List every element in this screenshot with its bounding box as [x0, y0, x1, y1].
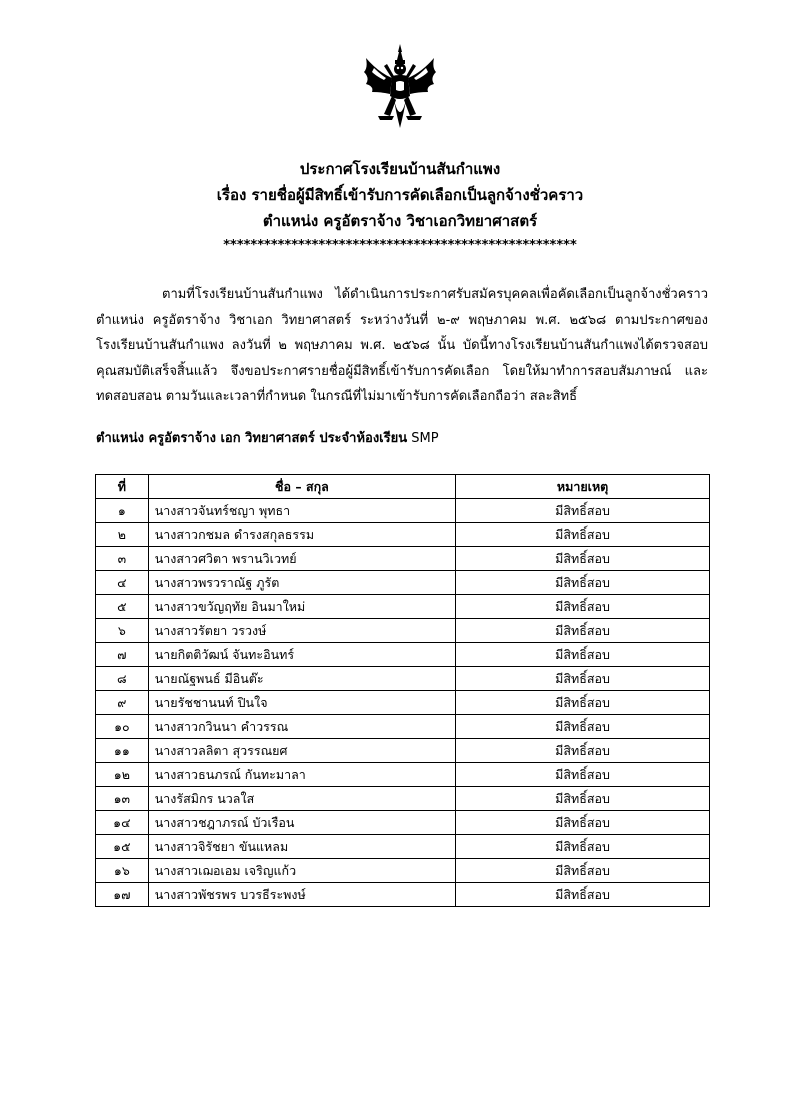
- candidate-table: [95, 474, 710, 907]
- row-note: มีสิทธิ์สอบ: [456, 787, 710, 811]
- announcement-paragraph: ตามที่โรงเรียนบ้านสันกำแพง ได้ดำเนินการประกาศรับสมัครบุคคลเพื่อคัดเลือกเป็นลูกจ้างชั่วคราว ตำแหน่ง ครูอัตราจ้าง วิชาเอก วิทยาศาสตร์ ระหว่างวันที่ ๒-๙ พฤษภาคม พ.ศ. ๒๕๖๘ ตามประกาศของโรงเรียนบ้านสันกำแพง ลงวันที่ ๒ พฤษภาคม พ.ศ. ๒๕๖๘ นั้น บัดนี้ทางโรงเรียนบ้านสันกำแพงได้ตรวจสอบคุณสมบัติเสร็จสิ้นแล้ว จึงขอประกาศรายชื่อผู้มีสิทธิ์เข้ารับการคัดเลือก โดยให้มาทำการสอบสัมภาษณ์ และทดสอบสอน ตามวันและเวลาที่กำหนด ในกรณีที่ไม่มาเข้ารับการคัดเลือกถือว่า สละสิทธิ์: [96, 287, 708, 404]
- row-no: ๘: [96, 667, 149, 691]
- row-no: ๑๐: [96, 715, 149, 739]
- header-divider-stars: ****************************************************: [223, 238, 577, 253]
- row-no: ๑๕: [96, 835, 149, 859]
- row-name: นางสาวรัตยา วรวงษ์: [148, 619, 455, 643]
- garuda-emblem-graphic: [360, 44, 440, 132]
- table-row: [96, 523, 710, 547]
- row-note: มีสิทธิ์สอบ: [456, 883, 710, 907]
- header-line-position: ตำแหน่ง ครูอัตราจ้าง วิชาเอกวิทยาศาสตร์: [262, 212, 538, 230]
- row-note: มีสิทธิ์สอบ: [456, 835, 710, 859]
- row-name: นางสาวธนภรณ์ กันทะมาลา: [148, 763, 455, 787]
- row-name: นางสาวพัชรพร บวรธีระพงษ์: [148, 883, 455, 907]
- row-note: มีสิทธิ์สอบ: [456, 739, 710, 763]
- row-no: ๙: [96, 691, 149, 715]
- table-header-row: [96, 475, 710, 499]
- row-name: นางสาวศวิตา พรานวิเวทย์: [148, 547, 455, 571]
- row-no: ๑๑: [96, 739, 149, 763]
- row-note: มีสิทธิ์สอบ: [456, 811, 710, 835]
- row-no: ๑๔: [96, 811, 149, 835]
- table-row: [96, 763, 710, 787]
- row-name: นางสาวกวินนา คำวรรณ: [148, 715, 455, 739]
- header-line-school: ประกาศโรงเรียนบ้านสันกำแพง: [299, 160, 501, 178]
- row-name: นายรัชชานนท์ ปินใจ: [148, 691, 455, 715]
- row-name: นางสาวพรวราณัฐ ภูรัต: [148, 571, 455, 595]
- row-name: นางสาวลลิตา สุวรรณยศ: [148, 739, 455, 763]
- table-row: [96, 571, 710, 595]
- header-line-subject: เรื่อง รายชื่อผู้มีสิทธิ์เข้ารับการคัดเลือกเป็นลูกจ้างชั่วคราว: [216, 186, 584, 204]
- row-note: มีสิทธิ์สอบ: [456, 667, 710, 691]
- row-note: มีสิทธิ์สอบ: [456, 691, 710, 715]
- table-row: [96, 667, 710, 691]
- row-no: ๑๗: [96, 883, 149, 907]
- table-row: [96, 835, 710, 859]
- row-name: นายกิตติวัฒน์ จันทะอินทร์: [148, 643, 455, 667]
- row-no: ๔: [96, 571, 149, 595]
- section-title-text: ตำแหน่ง ครูอัตราจ้าง เอก วิทยาศาสตร์ ประจำห้องเรียน: [96, 431, 408, 446]
- table-row: [96, 739, 710, 763]
- row-name: นางสาวกชมล ดำรงสกุลธรรม: [148, 523, 455, 547]
- row-no: ๓: [96, 547, 149, 571]
- row-name: นายณัฐพนธ์ มีอินต๊ะ: [148, 667, 455, 691]
- row-note: มีสิทธิ์สอบ: [456, 763, 710, 787]
- row-no: ๑๓: [96, 787, 149, 811]
- row-no: ๑: [96, 499, 149, 523]
- row-note: มีสิทธิ์สอบ: [456, 547, 710, 571]
- row-no: ๕: [96, 595, 149, 619]
- column-header-note: หมายเหตุ: [456, 475, 710, 499]
- garuda-emblem: [360, 44, 440, 132]
- table-row: [96, 499, 710, 523]
- row-no: ๖: [96, 619, 149, 643]
- table-row: [96, 859, 710, 883]
- section-title-suffix: SMP: [407, 431, 439, 446]
- row-name: นางสาวชฎาภรณ์ บัวเรือน: [148, 811, 455, 835]
- announcement-body: [96, 282, 708, 410]
- row-note: มีสิทธิ์สอบ: [456, 715, 710, 739]
- table-row: [96, 787, 710, 811]
- row-note: มีสิทธิ์สอบ: [456, 571, 710, 595]
- row-no: ๑๖: [96, 859, 149, 883]
- row-no: ๗: [96, 643, 149, 667]
- row-no: ๑๒: [96, 763, 149, 787]
- row-name: นางรัสมิกร นวลใส: [148, 787, 455, 811]
- row-note: มีสิทธิ์สอบ: [456, 595, 710, 619]
- row-name: นางสาวจันทร์ชญา พุทธา: [148, 499, 455, 523]
- document-header: [0, 156, 800, 254]
- table-row: [96, 619, 710, 643]
- table-row: [96, 643, 710, 667]
- section-title: [96, 427, 439, 448]
- row-note: มีสิทธิ์สอบ: [456, 643, 710, 667]
- row-name: นางสาวขวัญฤทัย อินมาใหม่: [148, 595, 455, 619]
- table-row: [96, 595, 710, 619]
- row-name: นางสาวเฌอเอม เจริญแก้ว: [148, 859, 455, 883]
- row-name: นางสาวจิรัชยา ขันแหลม: [148, 835, 455, 859]
- row-note: มีสิทธิ์สอบ: [456, 523, 710, 547]
- row-no: ๒: [96, 523, 149, 547]
- row-note: มีสิทธิ์สอบ: [456, 619, 710, 643]
- table-row: [96, 811, 710, 835]
- column-header-no: ที่: [96, 475, 149, 499]
- table-row: [96, 883, 710, 907]
- row-note: มีสิทธิ์สอบ: [456, 859, 710, 883]
- table-row: [96, 715, 710, 739]
- column-header-name: ชื่อ – สกุล: [148, 475, 455, 499]
- table-row: [96, 691, 710, 715]
- row-note: มีสิทธิ์สอบ: [456, 499, 710, 523]
- table-row: [96, 547, 710, 571]
